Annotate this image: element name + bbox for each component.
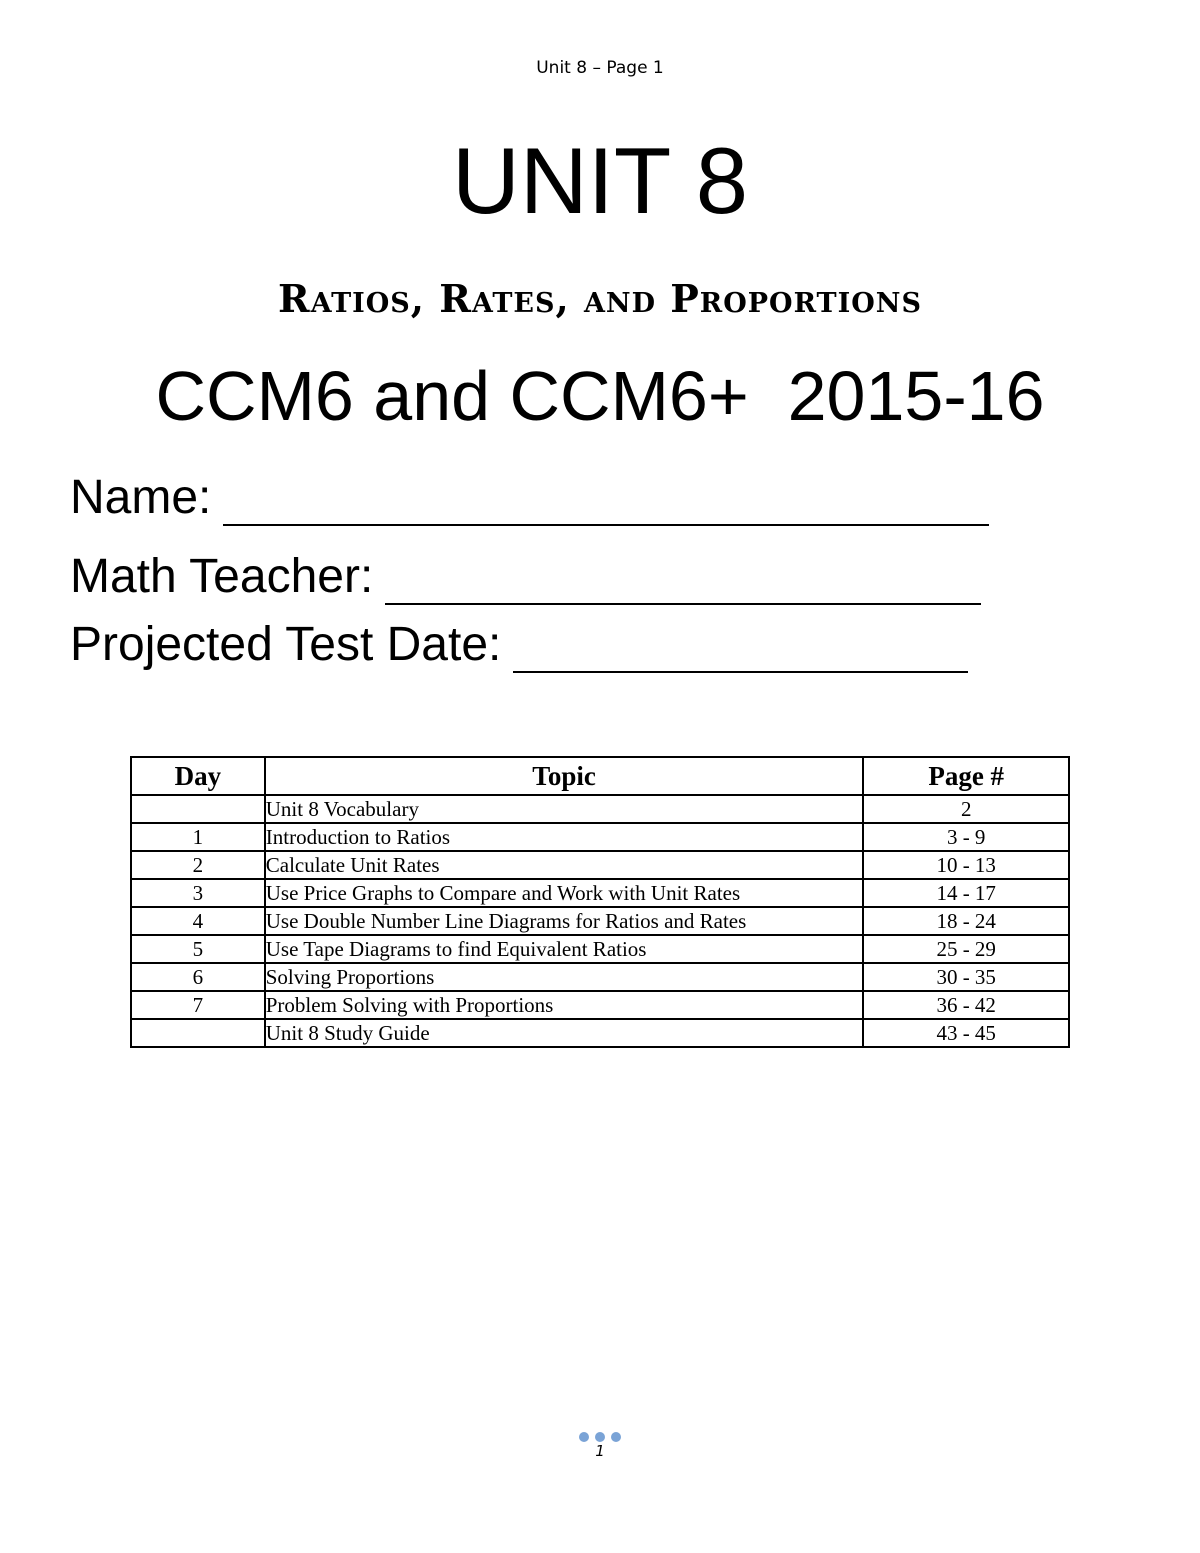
table-header-row [131,757,1069,795]
running-header: Unit 8 – Page 1 [536,58,664,78]
row-page: 30 - 35 [863,963,1069,991]
unit-title: UNIT 8 [452,128,748,233]
row-day: 6 [131,963,265,991]
row-day: 7 [131,991,265,1019]
row-day: 3 [131,879,265,907]
table-row [131,851,1069,879]
contents-table [130,756,1070,1048]
row-page: 10 - 13 [863,851,1069,879]
name-blank-line[interactable] [223,480,989,526]
header-day: Day [131,757,265,795]
row-day: 1 [131,823,265,851]
teacher-blank-line[interactable] [385,559,981,605]
row-topic: Use Double Number Line Diagrams for Ratios and Rates [265,907,864,935]
test-date-field [70,617,968,673]
test-date-label: Projected Test Date: [70,618,502,671]
table-row [131,935,1069,963]
row-topic: Unit 8 Study Guide [265,1019,864,1047]
table-row [131,963,1069,991]
row-page: 14 - 17 [863,879,1069,907]
row-day [131,1019,265,1047]
header-page: Page # [863,757,1069,795]
test-date-blank-line[interactable] [513,627,968,673]
row-page: 18 - 24 [863,907,1069,935]
row-page: 3 - 9 [863,823,1069,851]
row-topic: Problem Solving with Proportions [265,991,864,1019]
name-field [70,470,989,526]
table-row [131,991,1069,1019]
teacher-label: Math Teacher: [70,550,374,603]
table-row [131,795,1069,823]
course-line: CCM6 and CCM6+ 2015-16 [155,357,1045,435]
row-day: 4 [131,907,265,935]
unit-subtitle: Ratios, Rates, and Proportions [278,276,922,321]
dot-icon [579,1432,589,1442]
row-page: 25 - 29 [863,935,1069,963]
table-row [131,907,1069,935]
row-day: 5 [131,935,265,963]
name-label: Name: [70,471,212,524]
page-number: 1 [595,1442,605,1460]
header-topic: Topic [265,757,864,795]
row-day: 2 [131,851,265,879]
row-topic: Unit 8 Vocabulary [265,795,864,823]
row-topic: Calculate Unit Rates [265,851,864,879]
table-row [131,823,1069,851]
row-day [131,795,265,823]
row-page: 43 - 45 [863,1019,1069,1047]
dot-icon [595,1432,605,1442]
teacher-field [70,549,981,605]
row-topic: Introduction to Ratios [265,823,864,851]
row-page: 36 - 42 [863,991,1069,1019]
dot-icon [611,1432,621,1442]
row-topic: Use Tape Diagrams to find Equivalent Ratios [265,935,864,963]
table-row [131,1019,1069,1047]
row-page: 2 [863,795,1069,823]
table-row [131,879,1069,907]
row-topic: Solving Proportions [265,963,864,991]
row-topic: Use Price Graphs to Compare and Work with Unit Rates [265,879,864,907]
